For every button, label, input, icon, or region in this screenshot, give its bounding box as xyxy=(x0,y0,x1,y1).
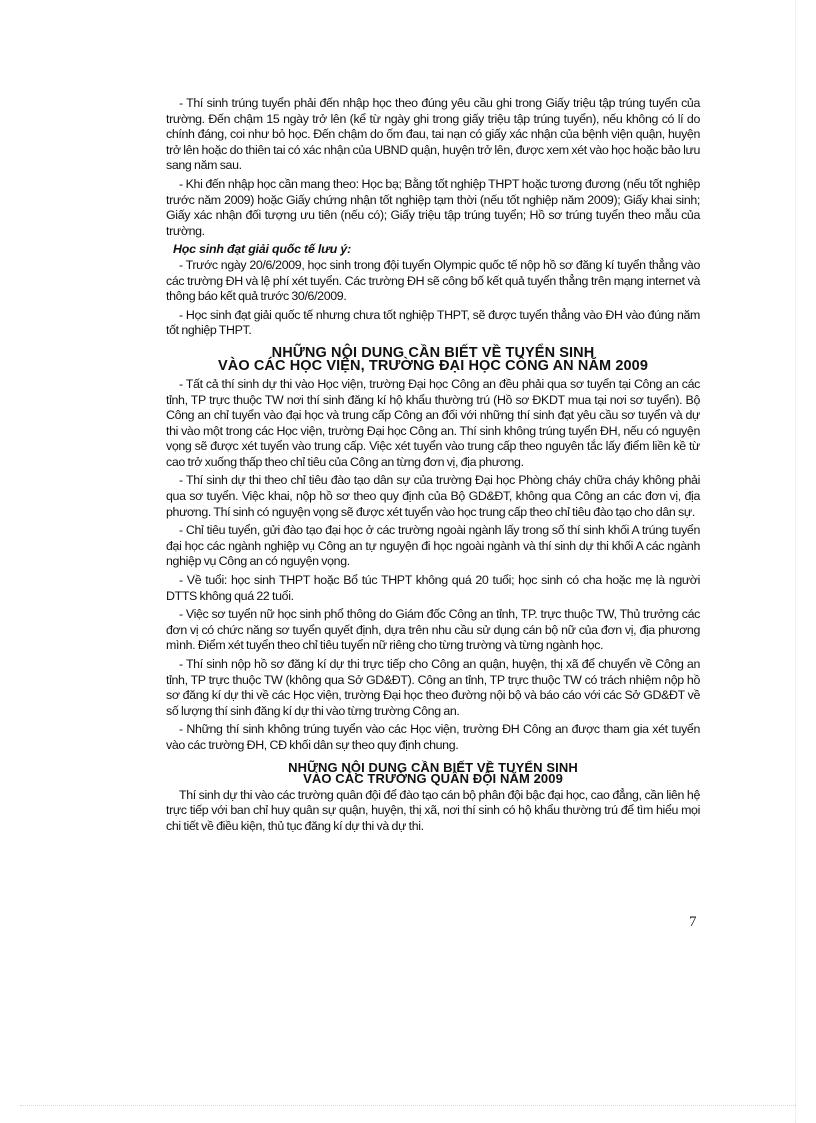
paragraph-police-quota: - Chỉ tiêu tuyển, gửi đào tạo đại học ở các trường ngoài ngành lấy trong số thí sinh khối A trúng tuyển đại học các ngành nghiệp vụ Công an tự nguyện đi học ngoài ngành và thí sinh dự thi khối A các ngành nghiệp vụ Công an có nguyện vọng. xyxy=(166,523,700,569)
paragraph-enrollment-documents: - Khi đến nhập học cần mang theo: Học bạ; Bằng tốt nghiệp THPT hoặc tương đương (nếu tốt nghiệp trước năm 2009) hoặc Giấy chứng nhận tốt nghiệp tạm thời (nếu tốt nghiệp năm 2009); Giấy khai sinh; Giấy xác nhận đối tượng ưu tiên (nếu có); Giấy triệu tập trúng tuyển; Hồ sơ trúng tuyển theo mẫu của trường. xyxy=(166,176,700,238)
page-right-border xyxy=(795,0,796,1123)
paragraph-army-contact: Thí sinh dự thi vào các trường quân đội để đào tạo cán bộ phân đội bậc đại học, cao đẳng, cần liên hệ trực tiếp với ban chỉ huy quân sự quận, huyện, thị xã, nơi thí sinh có hộ khẩu thường trú để tìm hiểu mọi chi tiết về điều kiện, thủ tục đăng kí dự thi và dự thi. xyxy=(166,787,700,833)
paragraph-police-submission: - Thí sinh nộp hồ sơ đăng kí dự thi trực tiếp cho Công an quận, huyện, thị xã để chuyển về Công an tỉnh, TP trực thuộc TW (không qua Sở GD&ĐT). Công an tỉnh, TP trực thuộc TW có trách nhiệm nộp hồ sơ đăng kí dự thi về các Học viện, trường Đại học theo đường nội bộ và báo cáo với các Sở GD&ĐT về số lượng thí sinh đăng kí dự thi vào từng trường Công an. xyxy=(166,657,700,718)
paragraph-olympic-graduation: - Học sinh đạt giải quốc tế nhưng chưa tốt nghiệp THPT, sẽ được tuyển thẳng vào ĐH vào đúng năm tốt nghiệp THPT. xyxy=(166,307,700,338)
paragraph-olympic-registration: - Trước ngày 20/6/2009, học sinh trong đội tuyển Olympic quốc tế nộp hồ sơ đăng kí tuyển thẳng vào các trường ĐH và lệ phí xét tuyển. Các trường ĐH sẽ công bố kết quả tuyển thẳng trên mạng internet và thông báo kết quả trước 30/6/2009. xyxy=(166,257,700,304)
page-number: 7 xyxy=(689,914,697,930)
page-content xyxy=(166,96,700,834)
heading-police-line1: NHỮNG NỘI DUNG CẦN BIẾT VỀ TUYỂN SINH xyxy=(271,344,595,361)
page-bottom-border xyxy=(20,1105,796,1106)
paragraph-police-female: - Việc sơ tuyển nữ học sinh phổ thông do Giám đốc Công an tỉnh, TP. trực thuộc TW, Thủ trưởng các đơn vị có chức năng sơ tuyển quyết định, dựa trên nhu cầu sử dụng cán bộ nữ của đơn vị, địa phương mình. Điểm xét tuyển theo chỉ tiêu tuyển nữ riêng cho từng trường và từng ngành học. xyxy=(166,607,700,653)
paragraph-police-fire-university: - Thí sinh dự thi theo chỉ tiêu đào tạo dân sự của trường Đại học Phòng cháy chữa cháy không phải qua sơ tuyển. Việc khai, nộp hồ sơ theo quy định của Bộ GD&ĐT, không qua Công an các đơn vị, địa phương. Thí sinh có nguyện vọng sẽ được xét tuyển vào học trung cấp theo chỉ tiêu đào tạo cho dân sự. xyxy=(166,473,700,519)
paragraph-police-preliminary: - Tất cả thí sinh dự thi vào Học viện, trường Đại học Công an đều phải qua sơ tuyển tại Công an các tỉnh, TP trực thuộc TW nơi thí sinh đăng kí hộ khẩu thường trú (Hồ sơ ĐKDT mua tại nơi sơ tuyển). Bộ Công an chỉ tuyển vào đại học và trung cấp Công an đối với những thí sinh đạt yêu cầu sơ tuyển và dự thi vào một trong các Học viện, trường Đại học Công an. Thí sinh không trúng tuyển ĐH, nếu có nguyện vọng sẽ được xét tuyển vào trung cấp. Việc xét tuyển vào trung cấp theo nguyên tắc lấy điểm liền kề từ cao trở xuống thấp theo chỉ tiêu của Công an từng đơn vị, địa phương. xyxy=(166,376,700,469)
paragraph-enrollment-deadline: - Thí sinh trúng tuyển phải đến nhập học theo đúng yêu cầu ghi trong Giấy triệu tập trúng tuyển của trường. Đến chậm 15 ngày trở lên (kể từ ngày ghi trong giấy triệu tập trúng tuyển), nếu không có lí do chính đáng, coi như bỏ học. Đến chậm do ốm đau, tai nạn có giấy xác nhận của bệnh viện quận, huyện trở lên hoặc do thiên tai có xác nhận của UBND quận, huyện trở lên, được xem xét vào học hoặc bảo lưu sang năm sau. xyxy=(166,96,700,173)
paragraph-police-age: - Về tuổi: học sinh THPT hoặc Bổ túc THPT không quá 20 tuổi; học sinh có cha hoặc mẹ là người DTTS không quá 22 tuổi. xyxy=(166,573,700,603)
heading-army-line1: NHỮNG NỘI DUNG CẦN BIẾT VỀ TUYỂN SINH xyxy=(288,759,578,775)
heading-army-line2: VÀO CÁC TRƯỜNG QUÂN ĐỘI NĂM 2009 xyxy=(303,770,563,786)
paragraph-police-not-admitted: - Những thí sinh không trúng tuyển vào các Học viện, trường ĐH Công an được tham gia xét tuyển vào các trường ĐH, CĐ khối dân sự theo quy định chung. xyxy=(166,722,700,752)
subheading-international-awards: Học sinh đạt giải quốc tế lưu ý: xyxy=(173,242,351,257)
heading-police-line2: VÀO CÁC HỌC VIỆN, TRƯỜNG ĐẠI HỌC CÔNG AN NĂM 2009 xyxy=(218,357,648,374)
